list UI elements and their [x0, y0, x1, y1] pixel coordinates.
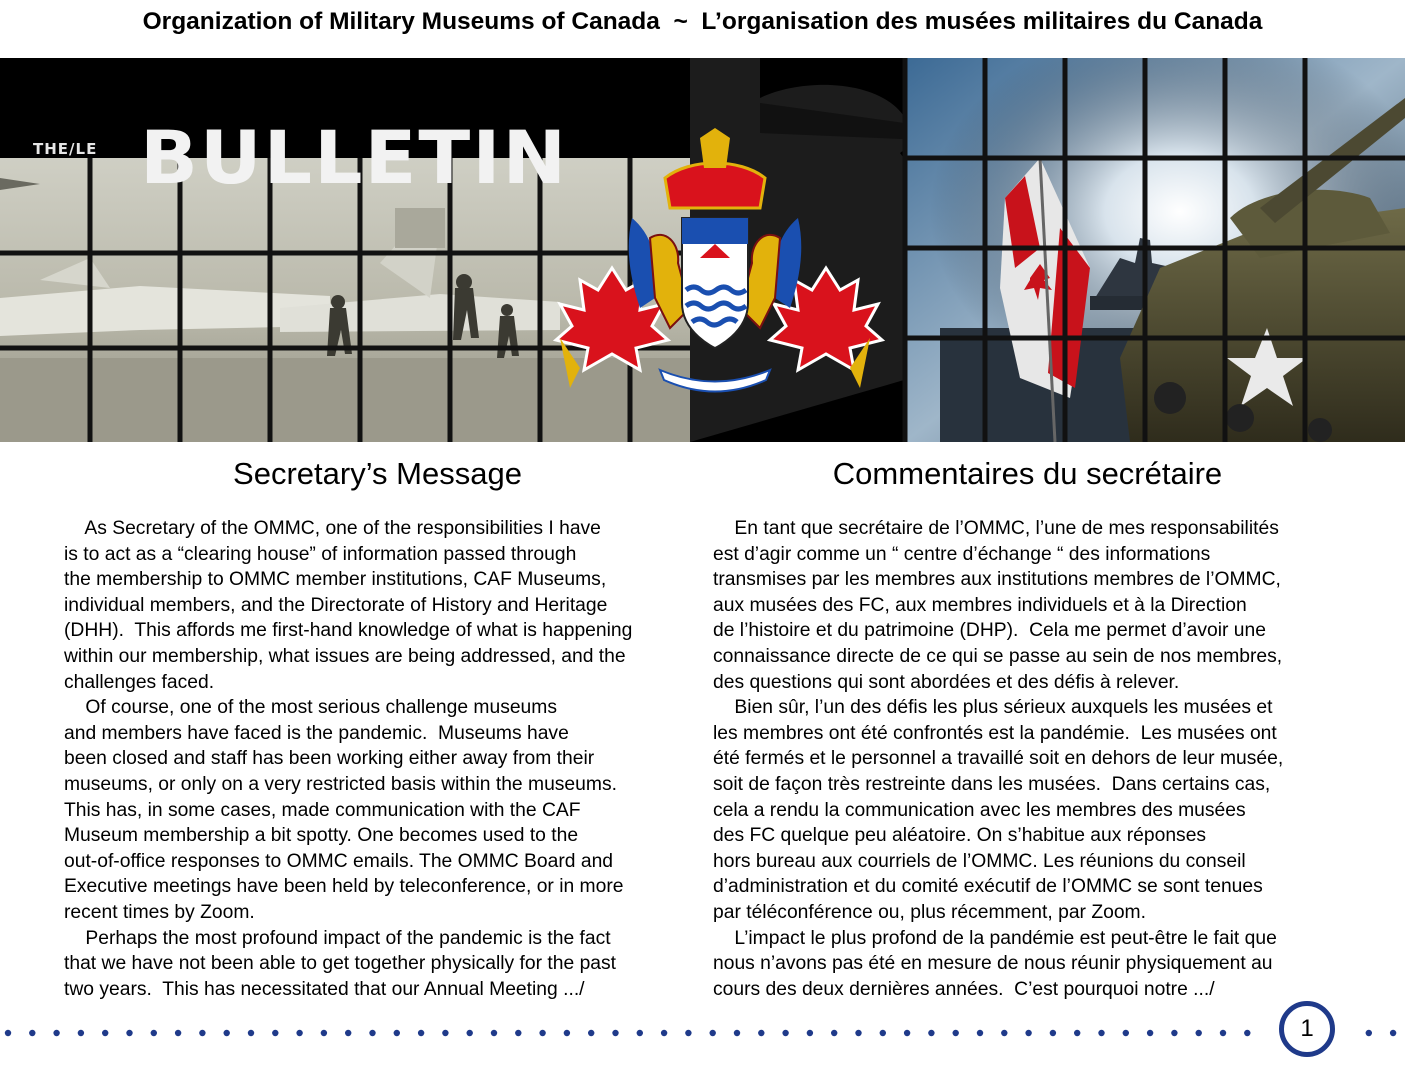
divider-dot: [53, 1030, 59, 1036]
paragraph-line: two years. This has necessitated that our Annual Meeting .../: [64, 978, 585, 1000]
divider-dot: [29, 1030, 35, 1036]
divider-dot: [904, 1030, 910, 1036]
paragraph-line: the membership to OMMC member institutions, CAF Museums,: [64, 569, 607, 591]
divider-dot: [1147, 1030, 1153, 1036]
divider-dot: [1074, 1030, 1080, 1036]
paragraph-line: été fermés et le personnel a travaillé soit en dehors de leur musée,: [713, 748, 1284, 770]
divider-dot: [637, 1030, 643, 1036]
divider-dot: [880, 1030, 886, 1036]
paragraph-line: recent times by Zoom.: [64, 901, 255, 923]
divider-dot: [1244, 1030, 1250, 1036]
divider-dot: [394, 1030, 400, 1036]
paragraph-line: that we have not been able to get together physically for the past: [64, 953, 617, 975]
paragraph-line: out-of-office responses to OMMC emails. The OMMC Board and: [64, 850, 614, 872]
paragraph-line: de l’histoire et du patrimoine (DHP). Cela me permet d’avoir une: [713, 620, 1266, 642]
paragraph-line: is to act as a “clearing house” of information passed through: [64, 543, 577, 565]
paragraph-line: aux musées des FC, aux membres individuels et à la Direction: [713, 594, 1247, 616]
paragraph-line: cela a rendu la communication avec les membres des musées: [713, 799, 1246, 821]
divider-dot: [831, 1030, 837, 1036]
paragraph-line: des FC quelque peu aléatoire. On s’habitue aux réponses: [713, 825, 1207, 847]
divider-dot: [1366, 1030, 1372, 1036]
paragraph-line: museums, or only on a very restricted basis within the museums.: [64, 773, 617, 795]
divider-dot: [418, 1030, 424, 1036]
divider-dot: [321, 1030, 327, 1036]
paragraph-line: cours des deux dernières années. C’est pourquoi notre .../: [713, 978, 1215, 1000]
divider-dot: [1171, 1030, 1177, 1036]
divider-dot: [467, 1030, 473, 1036]
divider-dot: [78, 1030, 84, 1036]
english-heading: Secretary’s Message: [233, 456, 522, 491]
french-heading: Commentaires du secrétaire: [832, 456, 1223, 491]
divider-dot: [1390, 1030, 1396, 1036]
divider-dot: [126, 1030, 132, 1036]
paragraph-line: Bien sûr, l’un des défis les plus sérieux auxquels les musées et: [713, 697, 1273, 719]
divider-dot: [710, 1030, 716, 1036]
paragraph-line: En tant que secrétaire de l’OMMC, l’une de mes responsabilités: [713, 518, 1279, 539]
divider-dot: [782, 1030, 788, 1036]
paragraph-line: within our membership, what issues are being addressed, and the: [64, 645, 626, 667]
dotted-divider: [0, 1026, 1405, 1040]
paragraph-line: des questions qui sont abordées et des défis à relever.: [713, 671, 1180, 693]
divider-dot: [199, 1030, 205, 1036]
bulletin-prefix: THE/LE: [33, 140, 98, 158]
divider-dot: [953, 1030, 959, 1036]
organization-title: Organization of Military Museums of Canada ~ L’organisation des musées militaires du Canada: [142, 8, 1263, 35]
divider-dot: [855, 1030, 861, 1036]
paragraph-line: As Secretary of the OMMC, one of the responsibilities I have: [64, 518, 601, 539]
divider-dot: [588, 1030, 594, 1036]
french-column: [713, 516, 1353, 1002]
divider-dot: [1050, 1030, 1056, 1036]
bulletin-title: BULLETIN: [140, 114, 569, 201]
paragraph-line: This has, in some cases, made communication with the CAF: [64, 799, 581, 821]
divider-dot: [1123, 1030, 1129, 1036]
paragraph-line: les membres ont été confrontés est la pandémie. Les musées ont: [713, 722, 1277, 744]
divider-dot: [296, 1030, 302, 1036]
divider-dot: [248, 1030, 254, 1036]
divider-dot: [1001, 1030, 1007, 1036]
divider-dot: [1025, 1030, 1031, 1036]
paragraph-line: Executive meetings have been held by teleconference, or in more: [64, 876, 624, 898]
paragraph-line: par téléconférence ou, plus récemment, par Zoom.: [713, 901, 1146, 923]
divider-dot: [491, 1030, 497, 1036]
paragraph-line: d’administration et du comité exécutif de l’OMMC se sont tenues: [713, 876, 1263, 898]
paragraph-line: hors bureau aux courriels de l’OMMC. Les réunions du conseil: [713, 850, 1246, 872]
divider-dot: [345, 1030, 351, 1036]
divider-dot: [102, 1030, 108, 1036]
divider-dot: [564, 1030, 570, 1036]
divider-dot: [151, 1030, 157, 1036]
divider-dot: [515, 1030, 521, 1036]
divider-dot: [661, 1030, 667, 1036]
paragraph-line: transmises par les membres aux institutions membres de l’OMMC,: [713, 569, 1281, 591]
page-number: 1: [1279, 1001, 1335, 1057]
paragraph-line: nous n’avons pas été en mesure de nous réunir physiquement au: [713, 953, 1273, 975]
divider-dot: [1098, 1030, 1104, 1036]
paragraph-line: L’impact le plus profond de la pandémie est peut-être le fait que: [713, 927, 1277, 949]
divider-dot: [1220, 1030, 1226, 1036]
divider-dot: [272, 1030, 278, 1036]
paragraph-line: and members have faced is the pandemic. Museums have: [64, 722, 569, 744]
paragraph-line: challenges faced.: [64, 671, 215, 693]
english-column: [64, 516, 704, 1002]
paragraph-line: individual members, and the Directorate of History and Heritage: [64, 594, 608, 616]
paragraph-line: been closed and staff has been working either away from their: [64, 748, 595, 770]
divider-dot: [977, 1030, 983, 1036]
divider-dot: [369, 1030, 375, 1036]
paragraph-line: Museum membership a bit spotty. One becomes used to the: [64, 825, 579, 847]
divider-dot: [734, 1030, 740, 1036]
bulletin-banner: [0, 58, 1405, 442]
divider-dot: [758, 1030, 764, 1036]
divider-dot: [442, 1030, 448, 1036]
divider-dot: [612, 1030, 618, 1036]
paragraph-line: soit de façon très restreinte dans les musées. Dans certains cas,: [713, 773, 1271, 795]
paragraph-line: connaissance directe de ce qui se passe au sein de nos membres,: [713, 645, 1283, 667]
divider-dot: [807, 1030, 813, 1036]
divider-dot: [1196, 1030, 1202, 1036]
paragraph-line: (DHH). This affords me first-hand knowledge of what is happening: [64, 620, 633, 642]
paragraph-line: est d’agir comme un “ centre d’échange “ des informations: [713, 543, 1211, 565]
divider-dot: [685, 1030, 691, 1036]
divider-dot: [539, 1030, 545, 1036]
divider-dot: [175, 1030, 181, 1036]
divider-dot: [928, 1030, 934, 1036]
divider-dot: [224, 1030, 230, 1036]
paragraph-line: Perhaps the most profound impact of the pandemic is the fact: [64, 927, 611, 949]
paragraph-line: Of course, one of the most serious challenge museums: [64, 697, 557, 719]
divider-dot: [5, 1030, 11, 1036]
